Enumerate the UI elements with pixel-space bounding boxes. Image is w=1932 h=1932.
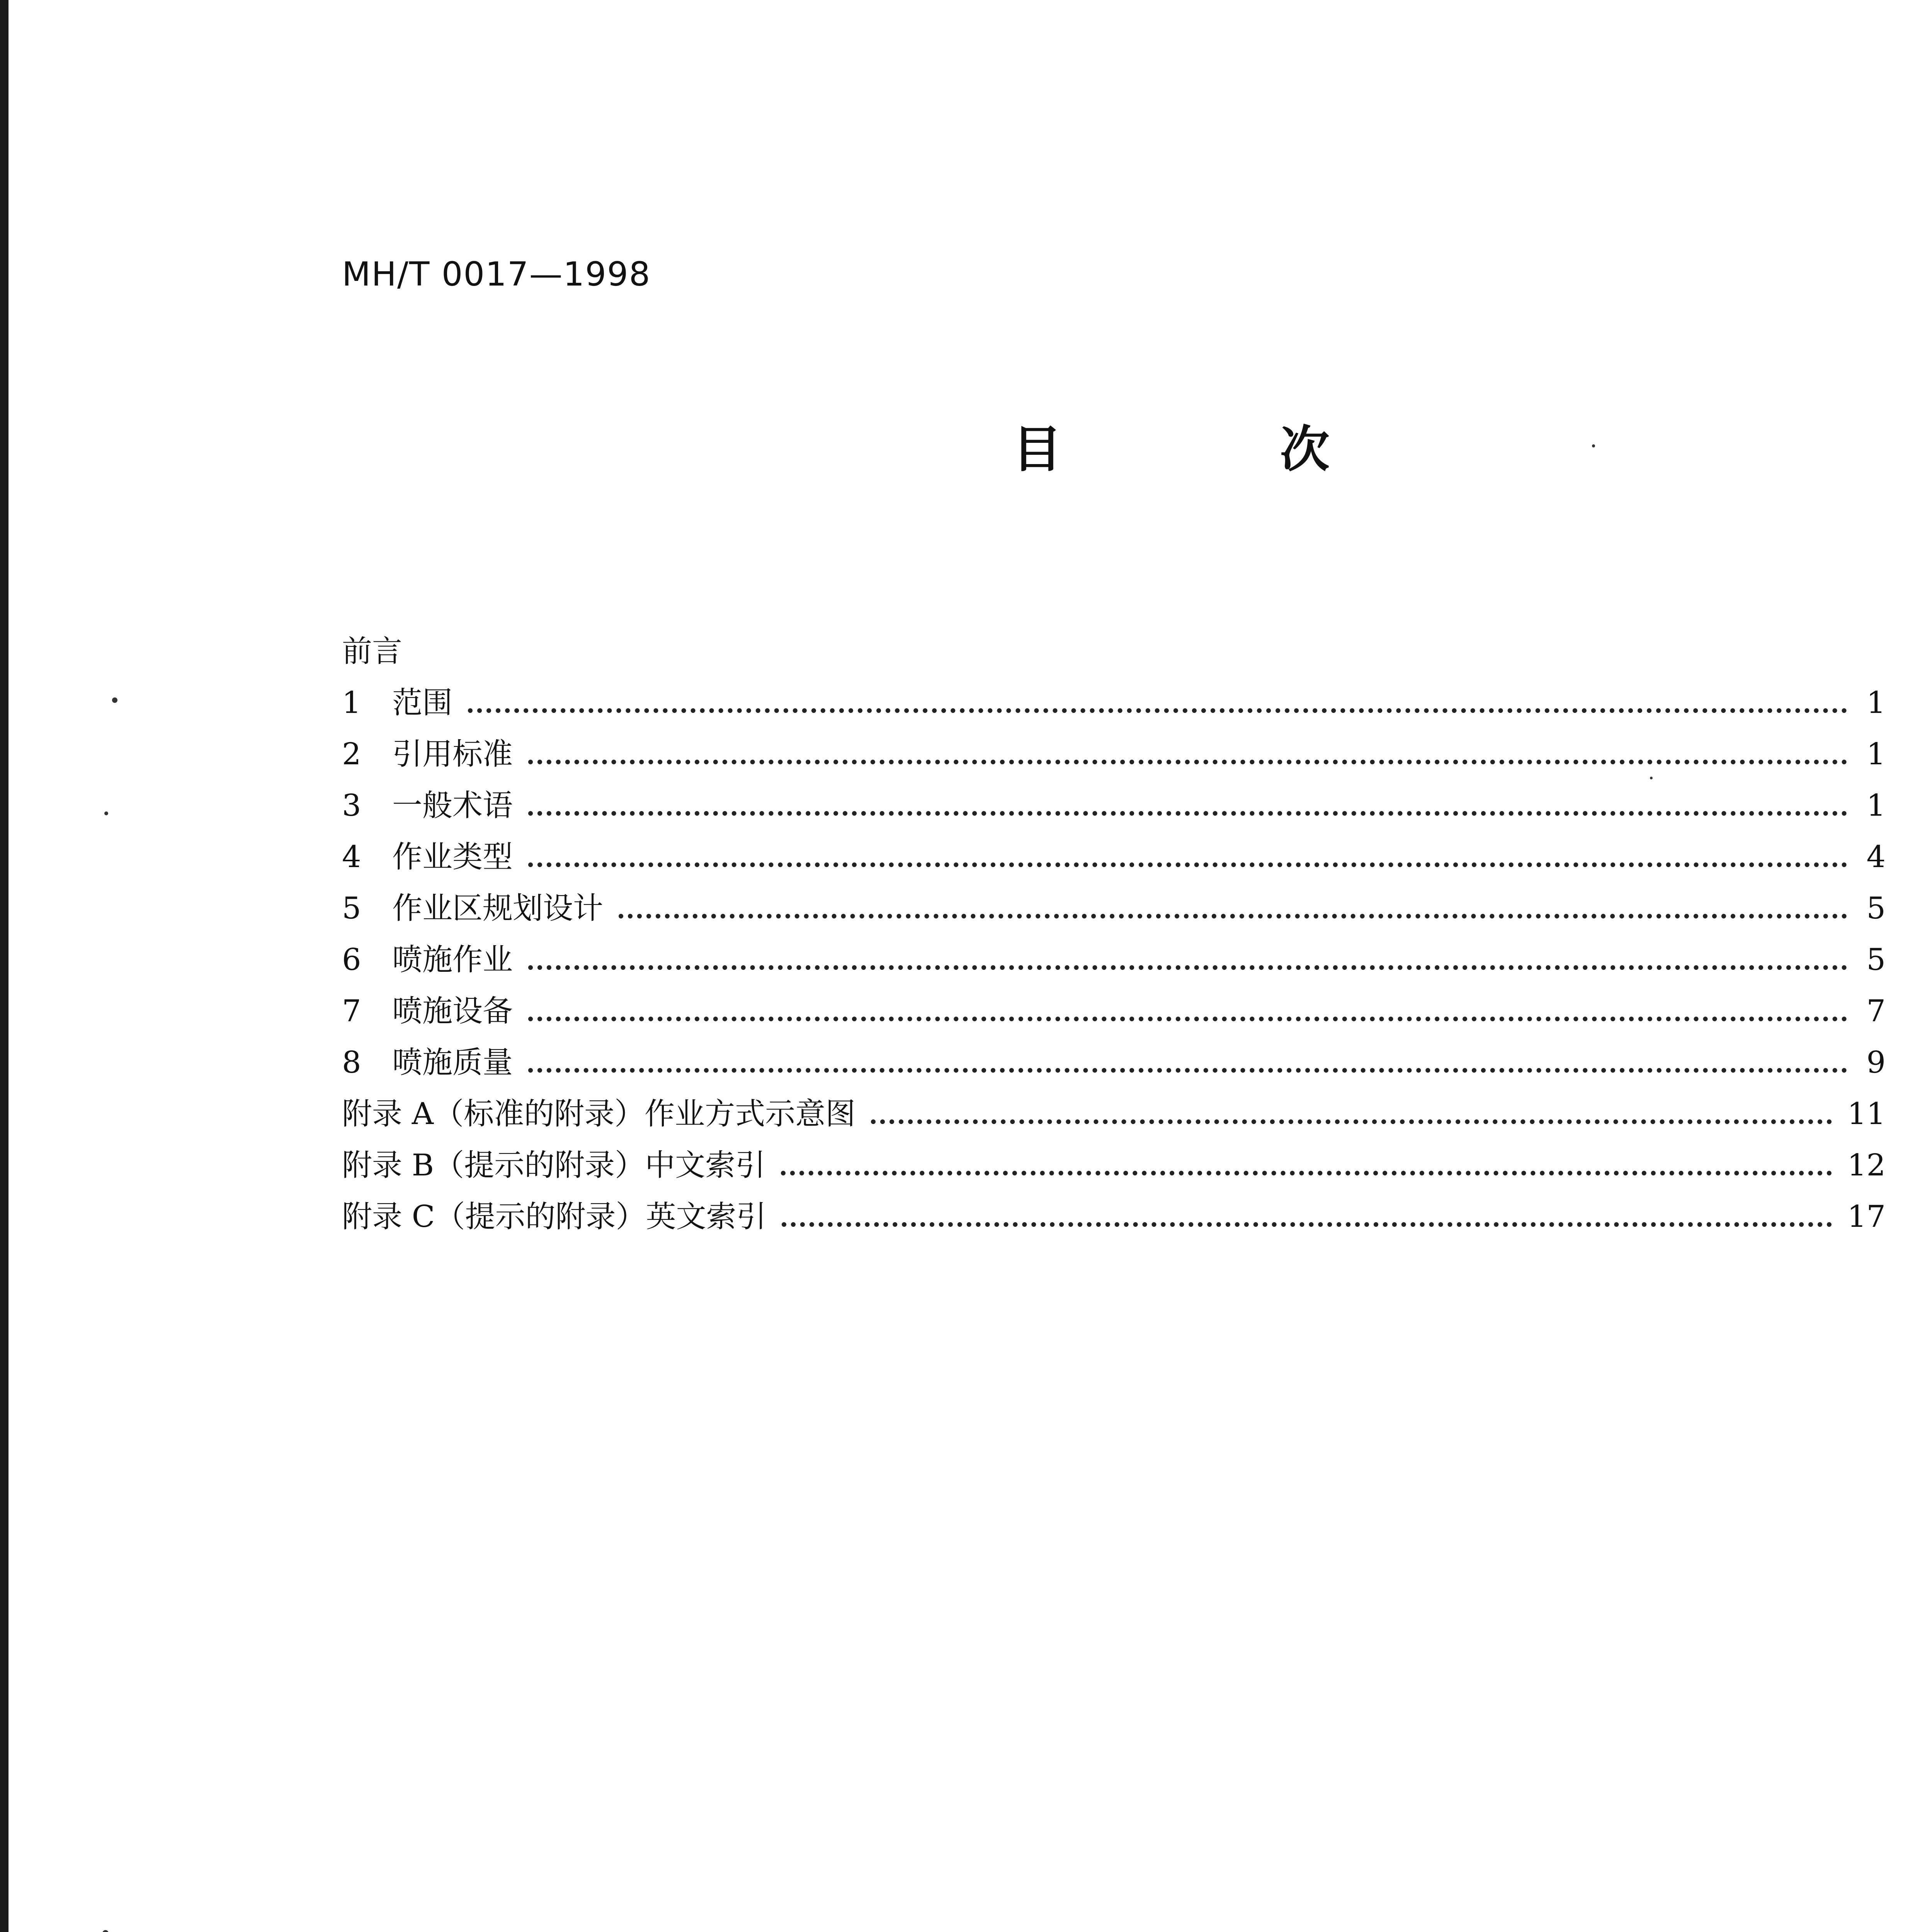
toc-entry-page: 11	[1847, 1097, 1886, 1131]
toc-entry-page: 1	[1866, 685, 1886, 720]
toc-entry-appendix[interactable]	[342, 1191, 1886, 1243]
dot-leader	[871, 1119, 1832, 1124]
dot-leader	[528, 1068, 1847, 1073]
standard-code: MH/T 0017—1998	[342, 255, 651, 294]
toc-entry[interactable]	[342, 1037, 1886, 1088]
toc-entry-label: 喷施作业	[392, 942, 513, 977]
toc-entry[interactable]	[342, 934, 1886, 986]
toc-entry-preface[interactable]	[342, 626, 1886, 677]
toc-entry-label: 一般术语	[392, 788, 513, 823]
toc-entry-label: 喷施质量	[392, 1045, 513, 1080]
toc-entry[interactable]	[342, 729, 1886, 780]
toc-entry-page: 1	[1866, 788, 1886, 823]
dot-leader	[528, 760, 1847, 764]
toc-entry-page: 12	[1847, 1148, 1886, 1183]
page-title: 目 次	[1012, 421, 1430, 478]
dot-leader	[782, 1222, 1832, 1227]
toc-entry[interactable]	[342, 677, 1886, 729]
toc-entry-page: 7	[1866, 994, 1886, 1029]
table-of-contents	[342, 626, 1886, 1243]
scan-speck	[1650, 777, 1653, 779]
toc-entry-page: 17	[1847, 1199, 1886, 1234]
toc-entry-label: 喷施设备	[392, 994, 513, 1029]
toc-entry-page: 5	[1866, 942, 1886, 977]
toc-entry-label: 附录 A（标准的附录）作业方式示意图	[342, 1097, 856, 1131]
toc-entry[interactable]	[342, 986, 1886, 1037]
toc-entry[interactable]	[342, 832, 1886, 883]
dot-leader	[468, 708, 1847, 713]
toc-entry-appendix[interactable]	[342, 1140, 1886, 1191]
toc-entry-label: 附录 B（提示的附录）中文索引	[342, 1148, 766, 1183]
toc-entry[interactable]	[342, 883, 1886, 934]
toc-entry-page: 9	[1866, 1045, 1886, 1080]
toc-entry-label: 引用标准	[392, 737, 513, 772]
toc-entry-number: 6	[342, 942, 361, 977]
dot-leader	[528, 965, 1847, 970]
toc-entry-number: 2	[342, 737, 361, 772]
toc-entry-label: 前言	[342, 634, 403, 669]
toc-entry[interactable]	[342, 780, 1886, 832]
dot-leader	[619, 914, 1847, 918]
toc-entry-number: 4	[342, 840, 361, 874]
toc-entry-number: 5	[342, 891, 361, 926]
scan-speck	[102, 1930, 109, 1932]
toc-entry-label: 作业区规划设计	[392, 891, 604, 926]
toc-entry-page: 5	[1866, 891, 1886, 926]
scan-speck	[112, 697, 117, 703]
dot-leader	[781, 1171, 1832, 1175]
toc-entry-label: 作业类型	[392, 840, 513, 874]
toc-entry-number: 3	[342, 788, 361, 823]
dot-leader	[528, 811, 1847, 816]
toc-entry-number: 7	[342, 994, 361, 1029]
toc-entry-label: 范围	[392, 685, 453, 720]
scan-speck	[104, 811, 108, 815]
scan-edge	[0, 0, 9, 1932]
scan-speck	[1592, 444, 1595, 447]
dot-leader	[528, 862, 1847, 867]
toc-entry-number: 1	[342, 685, 361, 720]
toc-entry-label: 附录 C（提示的附录）英文索引	[342, 1199, 767, 1234]
dot-leader	[528, 1017, 1847, 1021]
toc-entry-appendix[interactable]	[342, 1088, 1886, 1140]
toc-entry-number: 8	[342, 1045, 361, 1080]
toc-entry-page: 4	[1866, 840, 1886, 874]
toc-entry-page: 1	[1866, 737, 1886, 772]
